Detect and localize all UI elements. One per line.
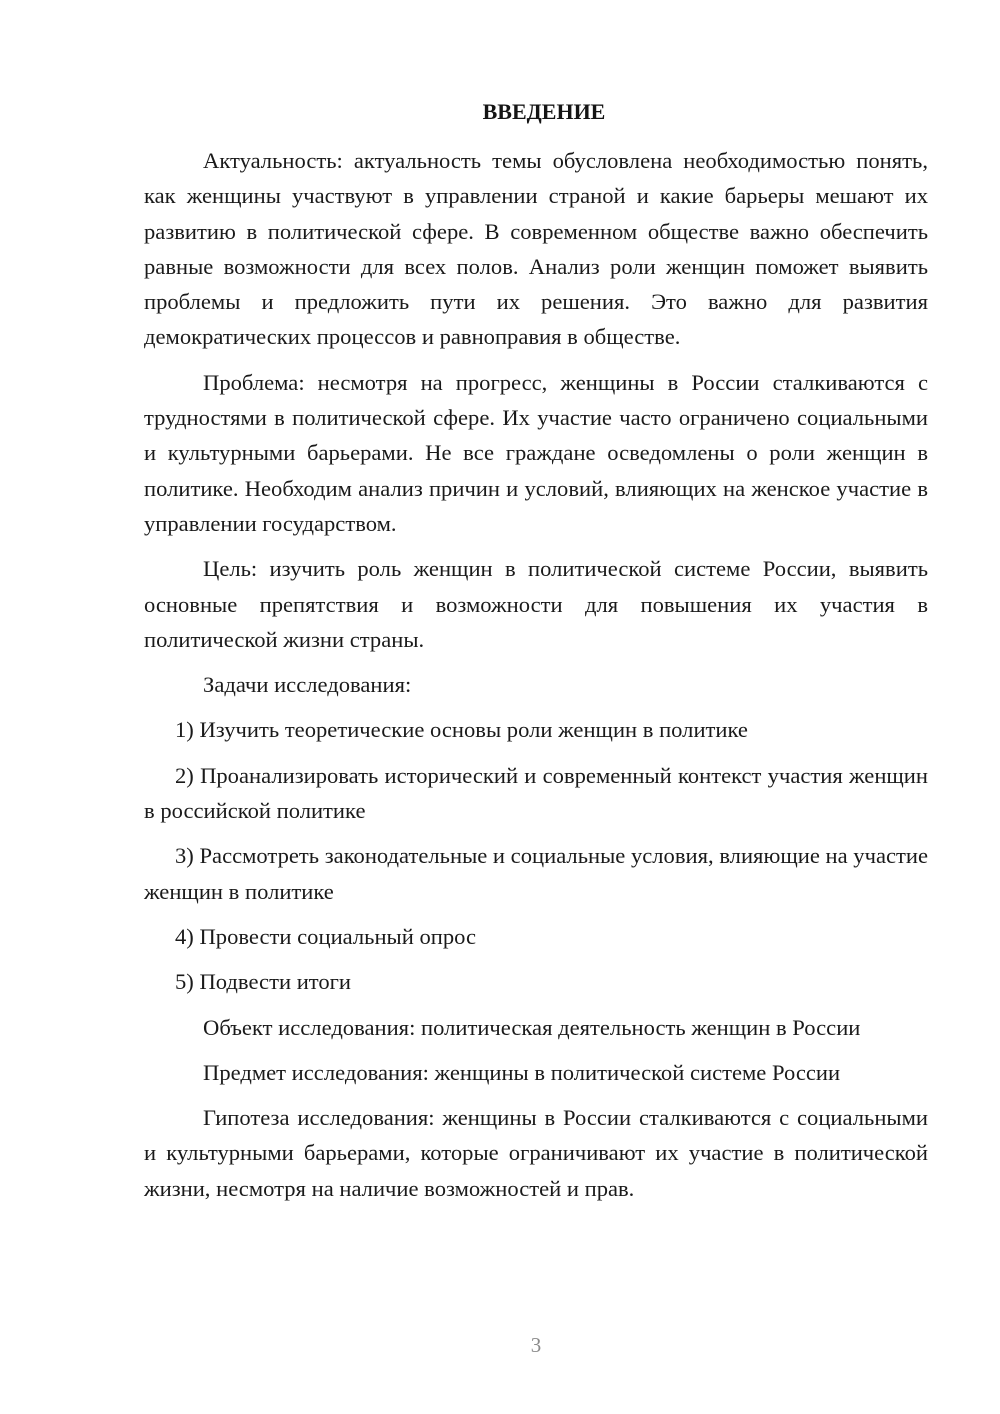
task-item-2: 2) Проанализировать исторический и современный контекст участия женщин в российской политике — [144, 762, 928, 824]
task-item-5: 5) Подвести итоги — [175, 969, 352, 995]
hypothesis-paragraph: Гипотеза исследования: женщины в России сталкиваются с социальными и культурными барьерами, которые ограничивают их участие в политической жизни, несмотря на наличие возможностей и прав. — [144, 1105, 928, 1201]
task-item-3: 3) Рассмотреть законодательные и социальные условия, влияющие на участие женщин в политике — [144, 843, 928, 904]
tasks-heading: Задачи исследования: — [203, 672, 412, 698]
problem-paragraph: Проблема: несмотря на прогресс, женщины в России сталкиваются с трудностями в политической сфере. Их участие часто ограничено социальными и культурными барьерами. Не все граждане осведомлены о роли женщин в политике. Необходим анализ причин и условий, влияющих на женское участие в управлении государством. — [144, 369, 928, 536]
page-title: ВВЕДЕНИЕ — [482, 99, 606, 124]
relevance-paragraph: Актуальность: актуальность темы обусловлена необходимостью понять, как женщины участвуют в управлении страной и какие барьеры мешают их развитию в политической сфере. В современном обществе важно обеспечить равные возможности для всех полов. Анализ роли женщин поможет выявить проблемы и предложить пути их решения. Это важно для развития демократических процессов и равноправия в обществе. — [144, 148, 928, 350]
page-number: 3 — [530, 1333, 542, 1357]
document-page — [144, 0, 928, 1414]
document-body — [144, 143, 928, 1216]
goal-paragraph: Цель: изучить роль женщин в политической системе России, выявить основные препятствия и возможности для повышения их участия в политической жизни страны. — [144, 556, 928, 652]
task-item-1: 1) Изучить теоретические основы роли женщин в политике — [175, 717, 748, 743]
task-item-4: 4) Провести социальный опрос — [175, 923, 477, 949]
subject-paragraph: Предмет исследования: женщины в политической системе России — [203, 1059, 841, 1085]
object-paragraph: Объект исследования: политическая деятельность женщин в России — [203, 1014, 861, 1040]
